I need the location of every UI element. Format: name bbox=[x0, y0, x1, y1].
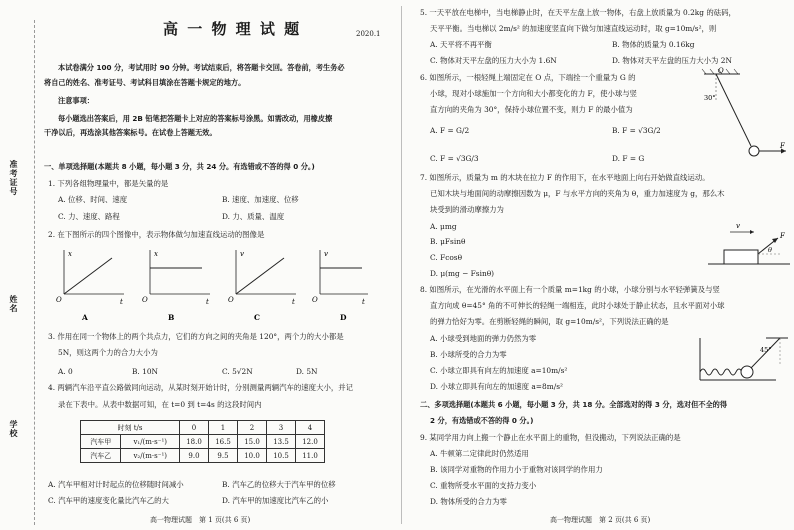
question-7-line-2: 已知木块与地面间的动摩擦因数为 μ，F 与水平方向的夹角为 θ，重力加速度为 g，那么木 bbox=[430, 189, 725, 198]
graph-d bbox=[312, 250, 368, 306]
side-label-exam-number: 准考证号 bbox=[9, 160, 18, 196]
q7-option-d: D. μ(mg − Fsinθ) bbox=[430, 269, 495, 278]
notice-line-1: 每小题选出答案后，用 2B 铅笔把答题卡上对应的答案标号涂黑。如需改动，用橡皮擦 bbox=[58, 114, 333, 123]
fig7-f-label: F bbox=[780, 232, 785, 240]
question-2: 2. 在下图所示的四个图像中，表示物体做匀加速直线运动的图像是 bbox=[48, 230, 265, 239]
q9-option-b: B. 该同学对重物的作用力小于重物对该同学的作用力 bbox=[430, 465, 603, 474]
exam-date: 2020.1 bbox=[356, 30, 381, 38]
graph-label-d: D bbox=[340, 313, 347, 322]
question-4-line-2: 录在下表中。从表中数据可知，在 t=0 到 t=4s 的这段时间内 bbox=[58, 400, 262, 409]
question-5-line-2: 天平平衡。当电梯以 2m/s² 的加速度竖直向下做匀加速直线运动时，取 g=10m/s²，则 bbox=[430, 24, 717, 33]
intro-line-2: 将自己的姓名、准考证号、考试科目填涂在答题卡规定的地方。 bbox=[44, 78, 246, 87]
q1-option-b: B. 速度、加速度、位移 bbox=[222, 195, 299, 204]
svg-text:t: t bbox=[362, 298, 365, 306]
svg-text:t: t bbox=[120, 298, 123, 306]
question-3-line-2: 5N，则这两个力的合力大小为 bbox=[58, 348, 158, 357]
page-footer-2: 高一物理试题 第 2 页(共 6 页) bbox=[550, 516, 651, 524]
fig6-angle-label: 30° bbox=[704, 94, 716, 102]
q7-option-a: A. μmg bbox=[430, 222, 457, 231]
q5-option-a: A. 天平将不再平衡 bbox=[430, 40, 492, 49]
q6-option-d: D. F = G bbox=[612, 154, 645, 163]
q8-option-c: C. 小球立即具有向左的加速度 a=10m/s² bbox=[430, 366, 568, 375]
question-6-line-3: 直方向的夹角为 30°，保持小球位置不变，则力 F 的最小值为 bbox=[430, 105, 633, 114]
fig8-angle-label: 45° bbox=[760, 346, 772, 354]
q1-option-a: A. 位移、时间、速度 bbox=[58, 195, 128, 204]
q8-spring-figure bbox=[696, 334, 790, 388]
graph-label-b: B bbox=[168, 313, 175, 322]
speed-table bbox=[80, 420, 325, 463]
graph-b bbox=[142, 250, 210, 306]
q5-option-c: C. 物体对天平左盘的压力大小为 1.6N bbox=[430, 56, 557, 65]
q7-option-b: B. μFsinθ bbox=[430, 237, 466, 246]
exam-page-2 bbox=[406, 0, 794, 530]
q6-option-a: A. F = G/2 bbox=[430, 126, 470, 135]
svg-text:O: O bbox=[142, 296, 148, 304]
q3-option-d: D. 5N bbox=[296, 367, 318, 376]
q6-pendulum-figure bbox=[696, 66, 792, 166]
graph-a bbox=[56, 250, 124, 306]
page-footer-1: 高一物理试题 第 1 页(共 6 页) bbox=[150, 516, 251, 524]
q3-option-a: A. 0 bbox=[58, 367, 73, 376]
q5-option-d: D. 物体对天平左盘的压力大小为 2N bbox=[612, 56, 732, 65]
question-6-line-2: 小球，现对小球施加一个方向和大小都变化的力 F，使小球与竖 bbox=[430, 89, 638, 98]
graph-label-a: A bbox=[82, 313, 88, 322]
question-8-line-1: 8. 如图所示，在光滑的水平面上有一个质量 m=1kg 的小球，小球分别与水平轻弹簧及与竖 bbox=[420, 285, 720, 294]
svg-text:t: t bbox=[292, 298, 295, 306]
svg-text:O: O bbox=[312, 296, 318, 304]
page-title: 高 一 物 理 试 题 bbox=[163, 20, 302, 38]
fig7-theta-label: θ bbox=[768, 246, 772, 254]
q8-option-d: D. 小球立即具有向左的加速度 a=8m/s² bbox=[430, 382, 563, 391]
graph-a-y: x bbox=[68, 250, 72, 258]
fig7-v-label: v bbox=[736, 222, 740, 230]
question-1: 1. 下列各组物理量中，都是矢量的是 bbox=[48, 179, 169, 188]
table-row: 汽车乙 v₂/(m·s⁻¹) 9.0 9.5 10.0 10.5 11.0 bbox=[81, 449, 325, 463]
q8-option-a: A. 小球受到地面的弹力仍然为零 bbox=[430, 334, 537, 343]
side-label-school: 学校 bbox=[9, 420, 18, 438]
question-4-line-1: 4. 两辆汽车沿平直公路做同向运动，从某时刻开始计时，分别测量两辆汽车的速度大小，并记 bbox=[48, 383, 354, 392]
question-3-line-1: 3. 作用在同一个物体上的两个共点力，它们的方向之间的夹角是 120°，两个力的大小都是 bbox=[48, 332, 344, 341]
question-8-line-3: 的弹力恰好为零。在剪断轻绳的瞬间，取 g=10m/s²，下列说法正确的是 bbox=[430, 317, 669, 326]
question-7-line-1: 7. 如图所示，质量为 m 的木块在拉力 F 的作用下，在水平地面上向右开始做直线运动。 bbox=[420, 173, 710, 182]
q4-option-d: D. 汽车甲的加速度比汽车乙的小 bbox=[222, 496, 329, 505]
table-header-row: 时刻 t/s 0 1 2 3 4 bbox=[81, 421, 325, 435]
q8-option-b: B. 小球所受的合力为零 bbox=[430, 350, 507, 359]
side-label-name: 姓名 bbox=[9, 295, 18, 313]
svg-text:v: v bbox=[240, 250, 244, 258]
svg-text:x: x bbox=[154, 250, 158, 258]
binding-line bbox=[34, 20, 35, 525]
question-8-line-2: 直方向成 θ=45° 角的不可伸长的轻绳一端相连，此时小球处于静止状态，且水平面对小球 bbox=[430, 301, 725, 310]
q7-block-figure bbox=[706, 218, 792, 274]
graph-label-c: C bbox=[254, 313, 260, 322]
notice-title: 注意事项： bbox=[58, 96, 94, 105]
question-7-line-3: 块受到的滑动摩擦力为 bbox=[430, 205, 504, 214]
q1-option-d: D. 力、质量、温度 bbox=[222, 212, 285, 221]
question-9: 9. 某同学用力向上搬一个静止在水平面上的重物，但没搬动，下列说法正确的是 bbox=[420, 433, 681, 442]
q9-option-d: D. 物体所受的合力为零 bbox=[430, 497, 507, 506]
q5-option-b: B. 物体的质量为 0.16kg bbox=[612, 40, 695, 49]
svg-text:O: O bbox=[228, 296, 234, 304]
svg-text:t: t bbox=[206, 298, 209, 306]
q1-option-c: C. 力、速度、路程 bbox=[58, 212, 120, 221]
section-2-heading-line-1: 二、多项选择题(本题共 6 小题，每小题 3 分，共 18 分。全部选对的得 3 分，选对但不全的得 bbox=[420, 400, 728, 409]
page-divider bbox=[401, 6, 402, 524]
question-6-line-1: 6. 如图所示，一根轻绳上端固定在 O 点，下端拴一个重量为 G 的 bbox=[420, 73, 636, 82]
svg-text:v: v bbox=[324, 250, 328, 258]
q3-option-c: C. 5√2N bbox=[222, 367, 253, 376]
q3-option-b: B. 10N bbox=[132, 367, 159, 376]
fig6-o-label: O bbox=[718, 67, 724, 75]
q9-option-c: C. 重物所受水平面的支持力变小 bbox=[430, 481, 537, 490]
question-5-line-1: 5. 一天平放在电梯中，当电梯静止时，在天平左盘上放一物体，右盘上放质量为 0.2kg 的砝码， bbox=[420, 8, 736, 17]
table-row: 汽车甲 v₁/(m·s⁻¹) 18.0 16.5 15.0 13.5 12.0 bbox=[81, 435, 325, 449]
q6-option-b: B. F = √3G/2 bbox=[612, 126, 661, 135]
q4-option-c: C. 汽车甲的速度变化量比汽车乙的大 bbox=[48, 496, 169, 505]
q6-option-c: C. F = √3G/3 bbox=[430, 154, 479, 163]
section-1-heading: 一、单项选择题(本题共 8 小题，每小题 3 分，共 24 分。有选错或不答的得 0 分。) bbox=[44, 162, 315, 171]
svg-text:O: O bbox=[56, 296, 62, 304]
q4-option-a: A. 汽车甲相对计时起点的位移随时间减小 bbox=[48, 480, 184, 489]
q7-option-c: C. Fcosθ bbox=[430, 253, 463, 262]
section-2-heading-line-2: 2 分，有选错或不答的得 0 分。) bbox=[430, 416, 534, 425]
q2-graphs bbox=[52, 244, 372, 324]
fig6-f-label: F bbox=[780, 142, 785, 150]
graph-c bbox=[228, 250, 296, 306]
intro-line-1: 本试卷满分 100 分，考试用时 90 分钟。考试结束后，将答题卡交回。答卷前，考生务必 bbox=[58, 63, 345, 72]
q9-option-a: A. 牛顿第二定律此时仍然适用 bbox=[430, 449, 529, 458]
q4-option-b: B. 汽车乙的位移大于汽车甲的位移 bbox=[222, 480, 336, 489]
notice-line-2: 干净以后，再选涂其他答案标号。在试卷上答题无效。 bbox=[44, 128, 217, 137]
